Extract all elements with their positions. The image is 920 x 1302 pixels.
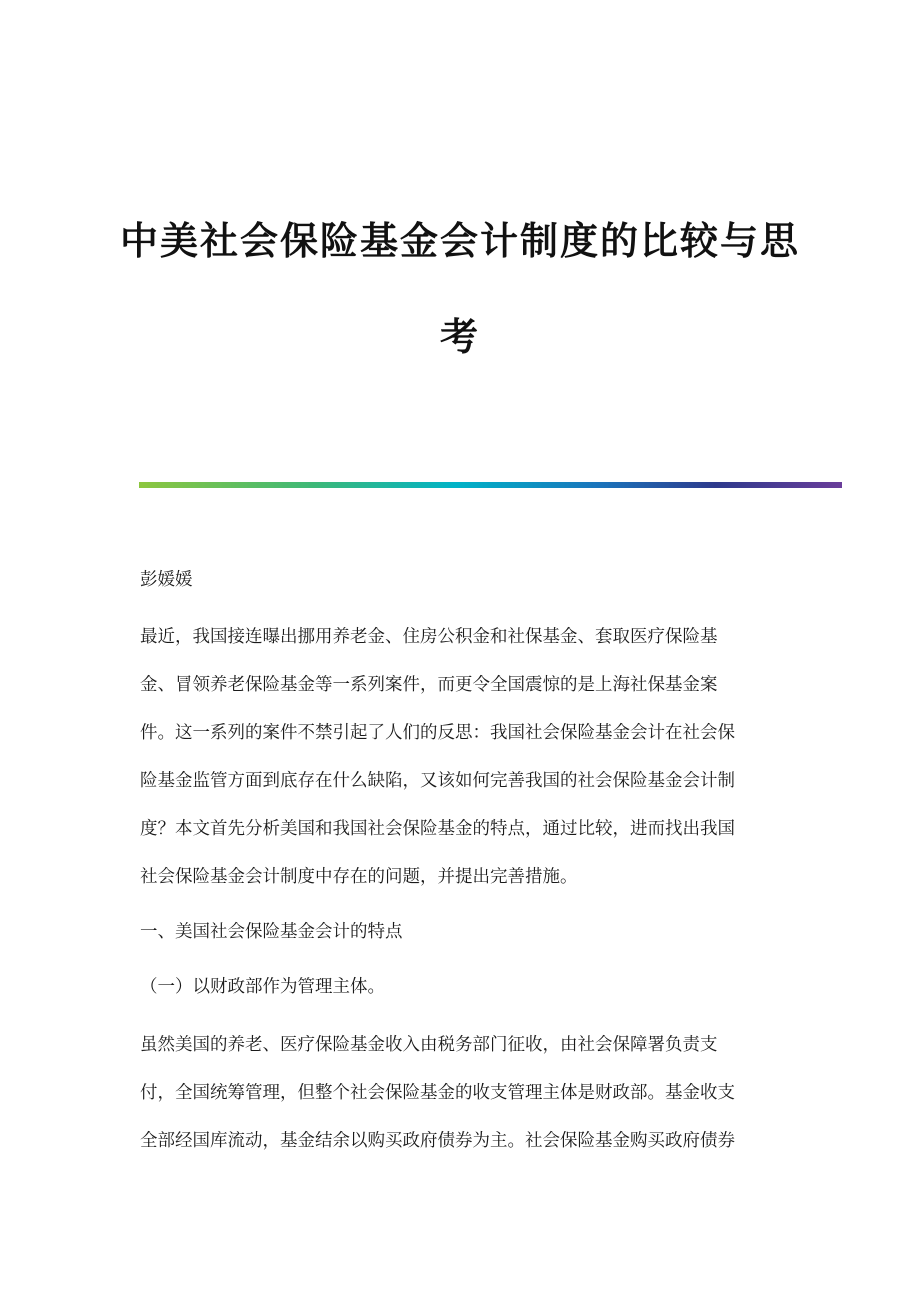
abstract-line: 件。这一系列的案件不禁引起了人们的反思：我国社会保险基金会计在社会保 bbox=[140, 723, 735, 743]
document-title-line-1: 中美社会保险基金会计制度的比较与思 bbox=[119, 219, 800, 263]
paragraph-line: 全部经国库流动，基金结余以购买政府债券为主。社会保险基金购买政府债券 bbox=[140, 1131, 735, 1151]
abstract-line: 金、冒领养老保险基金等一系列案件，而更令全国震惊的是上海社保基金案 bbox=[140, 675, 718, 695]
subsection-heading: （一）以财政部作为管理主体。 bbox=[140, 977, 385, 997]
abstract-line: 险基金监管方面到底存在什么缺陷，又该如何完善我国的社会保险基金会计制 bbox=[140, 771, 735, 791]
document-title-line-2: 考 bbox=[439, 315, 480, 359]
abstract-line: 最近，我国接连曝出挪用养老金、住房公积金和社保基金、套取医疗保险基 bbox=[140, 627, 718, 647]
paragraph-line: 虽然美国的养老、医疗保险基金收入由税务部门征收，由社会保障署负责支 bbox=[140, 1035, 718, 1055]
abstract-line: 社会保险基金会计制度中存在的问题，并提出完善措施。 bbox=[140, 867, 578, 887]
section-heading: 一、美国社会保险基金会计的特点 bbox=[140, 922, 403, 942]
abstract-line: 度？本文首先分析美国和我国社会保险基金的特点，通过比较，进而找出我国 bbox=[140, 819, 735, 839]
title-divider bbox=[139, 482, 842, 488]
author-name: 彭媛媛 bbox=[140, 570, 193, 590]
paragraph-line: 付，全国统筹管理，但整个社会保险基金的收支管理主体是财政部。基金收支 bbox=[140, 1083, 735, 1103]
